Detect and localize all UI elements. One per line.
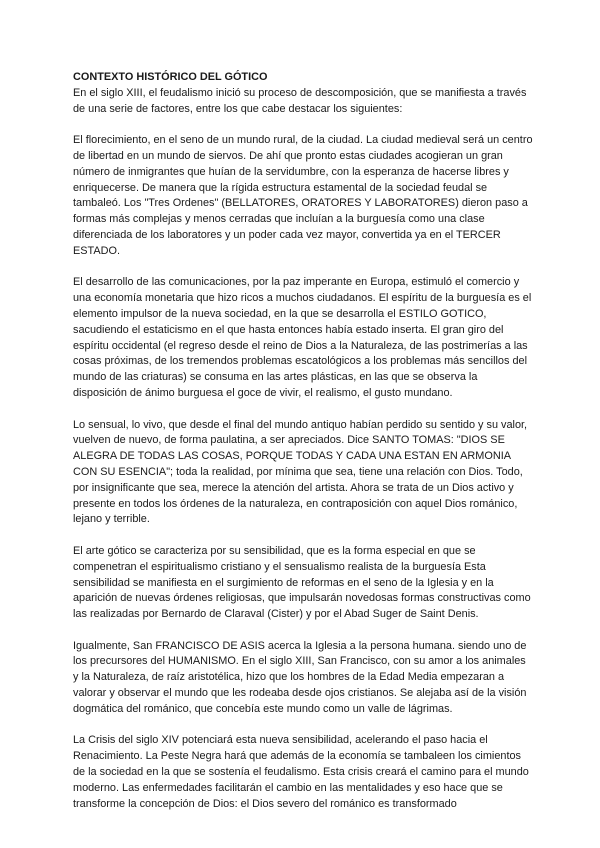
document-title: CONTEXTO HISTÓRICO DEL GÓTICO <box>73 71 268 83</box>
paragraph-san-francisco: Igualmente, San FRANCISCO DE ASIS acerca la Iglesia a la persona humana. siendo uno de los precursores del HUMANISMO. En el siglo XIII, San Francisco, con su amor a los animales y la Naturaleza, de raíz aristotélica, hizo que los hombres de la Edad Media empezaran a valorar y observar el mundo que les rodeaba desde ojos cristianos. Se alejaba así de la visión dogmática del románico, que concebía este mundo como un valle de lágrimas. <box>73 639 527 715</box>
paragraph-intro: En el siglo XIII, el feudalismo inició su proceso de descomposición, que se manifiesta a través de una serie de factores, entre los que cabe destacar los siguientes: <box>73 86 527 115</box>
document-page <box>73 70 533 828</box>
paragraph-sensual: Lo sensual, lo vivo, que desde el final del mundo antiquo habían perdido su sentido y su valor, vuelven de nuevo, de forma paulatina, a ser apreciados. Dice SANTO TOMAS: "DIOS SE ALEGRA DE TODAS LAS COSAS, PORQUE TODAS Y CADA UNA ESTAN EN ARMONIA CON SU ESENCIA"; toda la realidad, por mínima que sea, tiene una relación con Dios. Todo, por insignificante que sea, merece la atención del artista. Ahora se trata de un Dios activo y presente en todos los órdenes de la naturaleza, en contraposición con aquel Dios románico, lejano y terrible. <box>73 418 528 526</box>
paragraph-crisis: La Crisis del siglo XIV potenciará esta nueva sensibilidad, acelerando el paso hacia el Renacimiento. La Peste Negra hará que además de la economía se tambaleen los cimientos de la sociedad en la que se sostenía el feudalismo. Esta crisis creará el camino para el mundo moderno. Las enfermedades facilitarán el cambio en las mentalidades y eso hace que se transforme la concepción de Dios: el Dios severo del románico es transformado <box>73 734 529 810</box>
paragraph-ciudad: El florecimiento, en el seno de un mundo rural, de la ciudad. La ciudad medieval será un centro de libertad en un mundo de siervos. De ahí que pronto estas ciudades acogieran un gran número de inmigrantes que huían de la servidumbre, con la esperanza de hacerse libres y enriquecerse. De manera que la rígida estructura estamental de la sociedad feudal se tambaleó. Los "Tres Ordenes" (BELLATORES, ORATORES Y LABORATORES) dieron paso a formas más complejas y menos cerradas que incluían a la burguesía como una clase diferenciada de los laboratores y un poder cada vez mayor, convertida ya en el TERCER ESTADO. <box>73 134 533 257</box>
paragraph-comunicaciones: El desarrollo de las comunicaciones, por la paz imperante en Europa, estimuló el comercio y una economía monetaria que hizo ricos a muchos ciudadanos. El espíritu de la burguesía es el elemento impulsor de la nueva sociedad, en la que se desarrolla el ESTILO GOTICO, sacudiendo el estaticismo en el que hasta entonces había estado inserta. El gran giro del espíritu occidental (el regreso desde el reino de Dios a la Naturaleza, de las postrimerías a las cosas próximas, de los tremendos problemas escatológicos a los problemas más sencillos del mundo de las criaturas) se consuma en las artes plásticas, en las que se observa la disposición de ánimo burguesa el goce de vivir, el realismo, el gusto mundano. <box>73 276 532 399</box>
paragraph-arte-gotico: El arte gótico se caracteriza por su sensibilidad, que es la forma especial en que se compenetran el espiritualismo cristiano y el sensualismo realista de la burguesía Esta sensibilidad se manifiesta en el surgimiento de reformas en el seno de la Iglesia y en la aparición de nuevas órdenes religiosas, que impulsarán novedosas formas constructivas como las realizadas por Bernardo de Claraval (Cister) y por el Abad Suger de Saint Denis. <box>73 544 531 621</box>
